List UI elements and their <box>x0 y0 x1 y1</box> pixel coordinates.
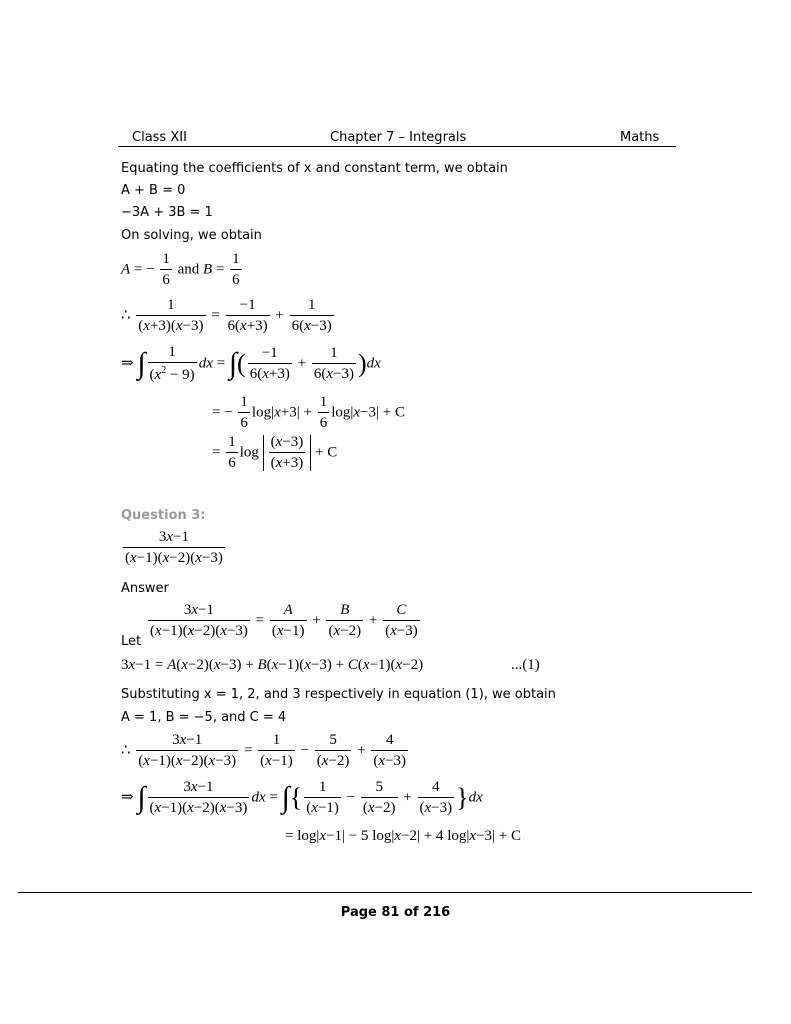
question-3-heading: Question 3: <box>121 508 206 523</box>
math-integral-q3: ⇒ ∫ $\frac{3x-1}{(x-1)(x-2)(x-3)}$ dx = ∫{ $\frac{1}{(x-1)}$ − $\frac{5}{(x-2)}$ + $\frac{4}{(x-3)}$ }dx <box>121 779 483 816</box>
header-class: Class XII <box>132 130 187 145</box>
math-final-result: = $\frac{1}{6}$ log $\frac{(x-3)}{(x+3)}$ + C <box>212 434 338 471</box>
text-let: Let <box>121 634 142 649</box>
page-number: Page 81 of 216 <box>340 905 451 920</box>
math-question-3: $\frac{3x-1}{(x-1)(x-2)(x-3)}$ <box>125 529 223 566</box>
text-equating: Equating the coefficients of x and constant term, we obtain <box>121 161 508 176</box>
math-ab-values: A = − $\frac{1}{6}$ and B = $\frac{1}{6}$ <box>121 251 240 288</box>
footer-rule <box>18 892 752 893</box>
text-eq1: A + B = 0 <box>121 183 186 198</box>
header-subject: Maths <box>620 130 660 145</box>
text-values: A = 1, B = −5, and C = 4 <box>121 710 287 725</box>
equation-ref: ...(1) <box>511 657 540 673</box>
math-let-decomposition: $\frac{3x-1}{(x-1)(x-2)(x-3)}$ = $\frac{A}{(x-1)}$ + $\frac{B}{(x-2)}$ + $\frac{C}{(x-3)}$ <box>150 602 418 639</box>
math-integral-setup: ⇒ ∫ $\frac{1}{(x^2 - 9)}$ dx = ∫( $\frac{-1}{6(x+3)}$ + $\frac{1}{6(x-3)}$ )dx <box>121 344 381 383</box>
math-equation-1: 3x−1 = A(x−2)(x−3) + B(x−1)(x−3) + C(x−1)(x−2) <box>121 657 424 673</box>
math-decomposition-result: ∴ $\frac{3x-1}{(x-1)(x-2)(x-3)}$ = $\frac{1}{(x-1)}$ − $\frac{5}{(x-2)}$ + $\frac{4}{(x-3)}$ <box>121 732 407 769</box>
header-chapter: Chapter 7 – Integrals <box>330 130 467 145</box>
text-eq2: −3A + 3B = 1 <box>121 205 213 220</box>
text-answer: Answer <box>121 581 169 596</box>
text-solving: On solving, we obtain <box>121 228 262 243</box>
text-substituting: Substituting x = 1, 2, and 3 respectively in equation (1), we obtain <box>121 687 556 702</box>
math-log-result: = − $\frac{1}{6}$ log|x+3| + $\frac{1}{6}$ log|x−3| + C <box>212 394 405 431</box>
header-rule <box>118 146 676 147</box>
math-final-q3: = log|x−1| − 5 log|x−2| + 4 log|x−3| + C <box>285 828 522 844</box>
math-partial-fractions: ∴ $\frac{1}{(x+3)(x-3)}$ = $\frac{-1}{6(x+3)}$ + $\frac{1}{6(x-3)}$ <box>121 297 332 334</box>
